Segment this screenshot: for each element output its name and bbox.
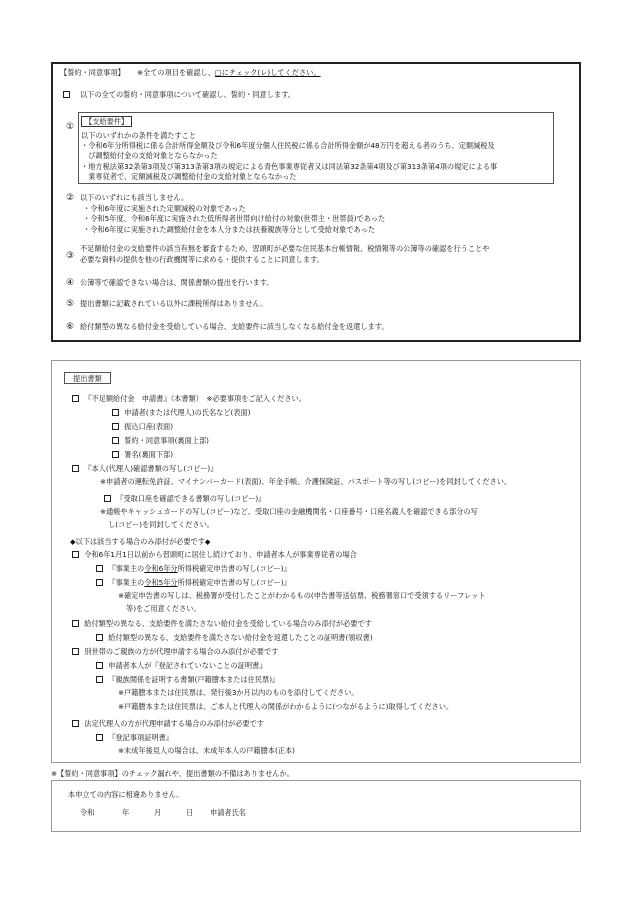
eligibility-line-1: ・令和6年分所得税に係る合計所得金額及び令和6年度分個人住民税に係る合計所得金額が48万円を超える者のうち、定額減税及 [81, 141, 495, 150]
doc-app-form-row [72, 394, 306, 404]
doc-tax6-checkbox[interactable] [96, 565, 103, 572]
agreement-item-6-text: 給付類型の異なる給付金を受給している場合、支給要件に該当しなくなる給付金を返還します。 [80, 322, 389, 331]
doc-tax6-post: 所得税確定申告書の写し(コピー)』 [177, 564, 291, 573]
agreement-header-label: 【誓約・同意事項】 [60, 68, 125, 77]
doc-not-registered-label: 申請者本人が『登記されていないことの証明書』 [108, 661, 267, 670]
doc-id-copy-checkbox[interactable] [72, 465, 79, 472]
doc-legal-row [72, 719, 264, 729]
doc-tax6-row [96, 564, 291, 574]
doc-bank-copy-label: 『受取口座を確認できる書類の写し(コピー)』 [116, 494, 266, 503]
agreement-header [60, 68, 321, 78]
doc-app-form-label: 『不足額給付金 申請書』（本書類） ※必要事項をご記入ください。 [84, 394, 306, 403]
doc-bank-note-1: ※通帳やキャッシュカードの写し(コピー)など、受取口座の金融機関名・口座番号・口座名義人を確認できる部分の写 [100, 507, 478, 516]
signature-month-label: 月 [154, 808, 162, 817]
agreement-header-note: ※全ての項目を確認し、 [137, 68, 215, 77]
doc-app-form-checkbox[interactable] [72, 395, 79, 402]
doc-relation-note-1: ※戸籍謄本または住民票は、発行後3か月以内のものを添付してください。 [118, 688, 359, 697]
agreement-item-5-num: ⑤ [66, 299, 75, 309]
doc-refund-sub-label: 給付類型の異なる、支給要件を満たさない給付金を返還したことの証明書(領収書) [108, 633, 373, 642]
agreement-item-2-line-3: ・令和6年度に実施された調整給付金を本人分または扶養親族等分として受給対象であった [83, 225, 376, 234]
doc-app-sub-2-checkbox[interactable] [112, 423, 119, 430]
doc-relative-label: 別世帯のご親族の方が代理申請する場合のみ添付が必要です [84, 647, 279, 656]
doc-app-sub-3-row [112, 436, 209, 446]
agreement-item-4-num: ④ [66, 278, 75, 288]
doc-tax-note-2: 等)をご用意ください。 [126, 604, 201, 613]
signature-era: 令和 [80, 808, 95, 817]
doc-bank-copy-row [104, 494, 265, 504]
agreement-header-check-note: □にチェック(レ)してください。 [214, 68, 321, 77]
agreement-item-2-line-2: ・令和5年度、令和6年度に実施された低所得者世帯向け給付の対象(世帯主・世帯員)であった [83, 214, 386, 223]
agreement-item-2-lead: 以下のいずれにも該当しません。 [80, 193, 189, 202]
doc-relation-note-2: ※戸籍謄本または住民票は、ご本人と代理人の関係がわかるように(つながるように)取得してください。 [118, 702, 454, 711]
confirm-all-row [63, 90, 295, 100]
eligibility-line-4: 業専従者で、定額減税及び調整給付金の支給対象とならなかった [81, 172, 297, 181]
agreement-item-2-line-1: ・令和6年度に実施された定額減税の対象であった [83, 204, 246, 213]
footer-note: ※【誓約・同意事項】のチェック漏れや、提出書類の不備はありませんか。 [51, 769, 294, 778]
doc-residence-label: 令和6年1月1日以前から習頭町に居住し続けており、申請者本人が事業専従者の場合 [84, 550, 357, 559]
doc-legal-checkbox[interactable] [72, 720, 79, 727]
doc-tax6-year: 令和6年分 [144, 564, 178, 573]
doc-tax-note-1: ※確定申告書の写しは、税務署が受付したことがわかるもの(申告書等送信票、税務署窓口で受領するリーフレット [118, 591, 486, 600]
eligibility-title: 【支給要件】 [85, 117, 129, 126]
doc-app-sub-4-checkbox[interactable] [112, 451, 119, 458]
doc-conditional-title: ◆以下は該当する場合のみ添付が必要です◆ [70, 537, 211, 546]
doc-id-copy-row [72, 464, 217, 474]
agreement-item-2-num: ② [66, 193, 75, 203]
doc-app-sub-1-label: 申請者(または代理人)の氏名など(表面) [124, 408, 251, 417]
agreement-item-4-text: 公簿等で確認できない場合は、関係書類の提出を行います。 [80, 278, 274, 287]
doc-app-sub-1-row [112, 408, 251, 418]
doc-relative-row [72, 647, 278, 657]
confirm-all-label: 以下の全ての誓約・同意事項について確認し、誓約・同意します。 [80, 90, 295, 99]
doc-tax5-pre: 『事業主の [108, 578, 145, 587]
doc-residence-checkbox[interactable] [72, 551, 79, 558]
doc-relative-checkbox[interactable] [72, 648, 79, 655]
doc-bank-note-2: し(コピー)を同封してください。 [108, 520, 214, 529]
agreement-item-3-line-1: 不足額給付金の支給要件の該当有無を審査するため、習頭町が必要な住民基本台帳情報、税情報等の公簿等の確認を行うことや [80, 244, 490, 253]
doc-app-sub-1-checkbox[interactable] [112, 409, 119, 416]
doc-legal-sub-label: 『登記事項証明書』 [108, 733, 173, 742]
doc-refund-row [72, 619, 372, 629]
signature-statement: 本申立ての内容に相違ありません。 [68, 790, 184, 799]
signature-name-field[interactable] [262, 804, 562, 818]
signature-day-label: 日 [186, 808, 194, 817]
agreement-item-3-num: ③ [66, 251, 75, 261]
agreement-item-3-line-2: 必要な資料の提供を他の行政機関等に求める・提供することに同意します。 [80, 255, 324, 264]
doc-legal-label: 法定代理人の方が代理申請する場合のみ添付が必要です [84, 719, 264, 728]
doc-tax5-checkbox[interactable] [96, 579, 103, 586]
doc-app-sub-4-row [112, 450, 173, 460]
eligibility-line-3: ・地方税法第32条第3項及び第313条第3項の規定による青色事業専従者又は同法第32条第4項及び第313条第4項の規定による事 [81, 162, 498, 171]
doc-tax5-post: 所得税確定申告書の写し(コピー)』 [177, 578, 291, 587]
doc-refund-label: 給付類型の異なる、支給要件を満たさない給付金を受給している場合のみ添付が必要です [84, 619, 372, 628]
doc-refund-checkbox[interactable] [72, 620, 79, 627]
documents-header-box [64, 372, 111, 384]
signature-year-label: 年 [122, 808, 130, 817]
doc-tax5-year: 令和5年分 [144, 578, 178, 587]
doc-not-registered-checkbox[interactable] [96, 662, 103, 669]
doc-app-sub-3-label: 誓約・同意事項(裏面上部) [124, 436, 209, 445]
doc-app-sub-3-checkbox[interactable] [112, 437, 119, 444]
doc-id-copy-label: 『本人(代理人)確認書類の写し(コピー)』 [84, 464, 218, 473]
eligibility-lead: 以下のいずれかの条件を満たすこと [81, 131, 197, 140]
doc-relation-row [96, 675, 279, 685]
doc-legal-sub-row [96, 733, 173, 743]
doc-legal-note: ※未成年後見人の場合は、未成年本人の戸籍謄本(正本) [118, 746, 295, 755]
doc-app-sub-4-label: 署名(裏面下部) [124, 450, 174, 459]
doc-tax6-pre: 『事業主の [108, 564, 145, 573]
doc-not-registered-row [96, 661, 266, 671]
doc-bank-copy-checkbox[interactable] [104, 495, 111, 502]
doc-tax5-row [96, 578, 291, 588]
confirm-all-checkbox[interactable] [63, 91, 70, 98]
doc-refund-sub-checkbox[interactable] [96, 634, 103, 641]
agreement-item-6-num: ⑥ [66, 322, 75, 332]
doc-legal-sub-checkbox[interactable] [96, 734, 103, 741]
documents-header: 提出書類 [73, 374, 102, 383]
eligibility-title-box [81, 116, 132, 127]
doc-refund-sub-row [96, 633, 373, 643]
doc-app-sub-2-label: 振込口座(表面) [124, 422, 174, 431]
signature-name-label: 申請者氏名 [210, 808, 246, 817]
agreement-item-1-num: ① [66, 122, 75, 132]
agreement-item-5-text: 提出書類に記載されている以外に課税所得はありません。 [80, 299, 268, 308]
doc-id-note: ※申請者の運転免許証、マイナンバーカード(表面)、年金手帳、介護保険証、パスポート等の写し(コピー)を同封してください。 [100, 477, 512, 486]
doc-app-sub-2-row [112, 422, 173, 432]
doc-relation-checkbox[interactable] [96, 676, 103, 683]
doc-residence-row [72, 550, 357, 560]
doc-relation-label: 『親族関係を証明する書類(戸籍謄本または住民票)』 [108, 675, 280, 684]
eligibility-line-2: び調整給付金の支給対象とならなかった [81, 151, 218, 160]
